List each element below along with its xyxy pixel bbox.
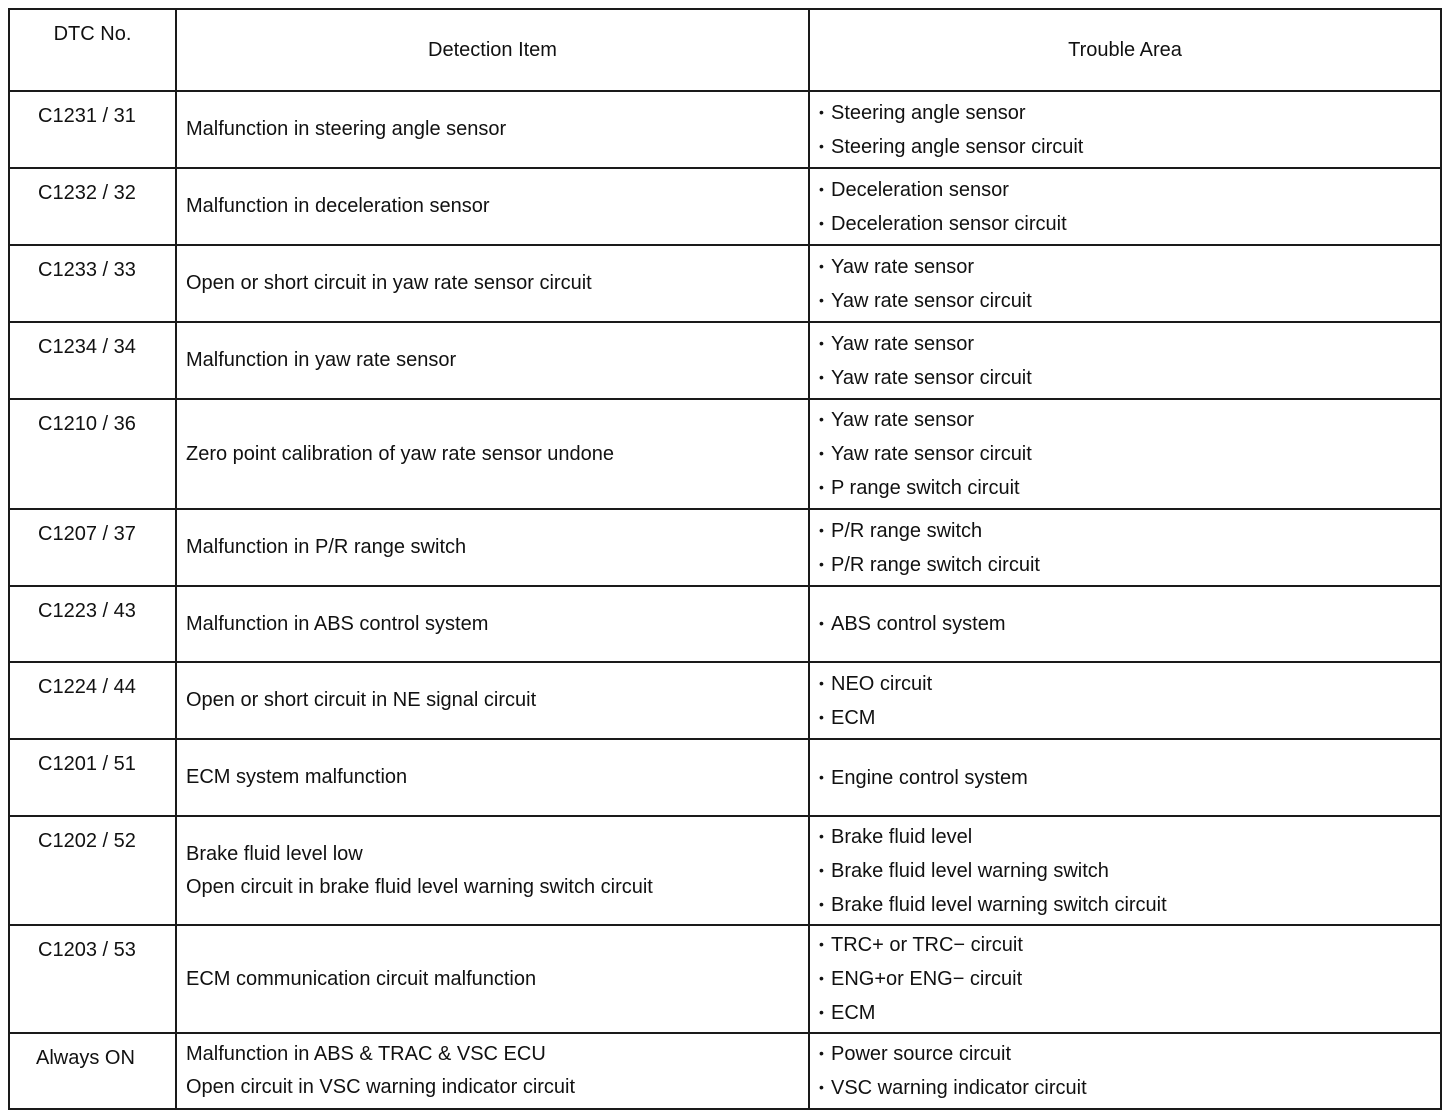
bullet-icon: • [819,368,824,385]
trouble-area-cell [809,322,1441,399]
bullet-icon: • [819,936,824,952]
detection-item-text: Open circuit in brake fluid level warning switch circuit [186,875,653,898]
trouble-area-text: Yaw rate sensor [831,409,975,431]
bullet-icon: • [819,861,824,878]
trouble-area-item [819,173,1432,207]
trouble-area-item [819,761,1432,795]
detection-item-text: Brake fluid level low [186,842,363,865]
dtc-code-cell: C1224 / 44 [9,662,176,739]
dtc-code-cell: C1201 / 51 [9,739,176,816]
trouble-area-text: Yaw rate sensor [831,255,975,278]
trouble-area-text: Deceleration sensor circuit [831,212,1067,235]
trouble-area-item [819,928,1432,962]
trouble-area-cell [809,816,1441,925]
dtc-code-cell: Always ON [9,1033,176,1109]
trouble-area-item [819,327,1432,361]
table-row [9,925,1441,1033]
trouble-area-item [819,403,1432,437]
dtc-code-cell: C1202 / 52 [9,816,176,925]
trouble-area-item [819,701,1432,735]
table-row [9,399,1441,509]
table-row [9,1033,1441,1109]
trouble-area-text: Engine control system [831,766,1028,789]
table-row [9,168,1441,245]
detection-item-cell [176,1033,809,1109]
trouble-area-item [819,667,1432,701]
trouble-area-item [819,820,1432,854]
trouble-area-item [819,548,1432,582]
trouble-area-text: P/R range switch [831,519,983,542]
dtc-code-cell: C1203 / 53 [9,925,176,1033]
bullet-icon: • [819,1079,824,1095]
detection-item-text: Malfunction in ABS control system [186,612,489,635]
bullet-icon: • [819,708,824,725]
trouble-area-text: TRC+ or TRC− circuit [831,934,1023,956]
trouble-area-cell [809,168,1441,245]
bullet-icon: • [819,555,824,572]
trouble-area-item [819,1071,1432,1105]
header-dtc-no: DTC No. [9,9,176,91]
detection-item-text: ECM communication circuit malfunction [186,967,537,990]
trouble-area-cell [809,509,1441,586]
trouble-area-text: NEO circuit [831,672,933,695]
bullet-icon: • [819,827,824,844]
bullet-icon: • [819,411,824,427]
bullet-icon: • [819,445,824,461]
trouble-area-text: Yaw rate sensor [831,332,975,355]
bullet-icon: • [819,895,824,912]
bullet-icon: • [819,615,824,631]
dtc-code-cell: C1232 / 32 [9,168,176,245]
trouble-area-cell [809,739,1441,816]
trouble-area-cell [809,925,1441,1033]
table-row [9,586,1441,662]
trouble-area-item [819,284,1432,318]
bullet-icon: • [819,291,824,308]
trouble-area-text: ECM [831,1002,876,1024]
trouble-area-item [819,1037,1432,1071]
trouble-area-cell [809,1033,1441,1109]
table-row [9,816,1441,925]
dtc-code-cell: C1210 / 36 [9,399,176,509]
trouble-area-text: Power source circuit [831,1043,1012,1065]
detection-item-cell [176,322,809,399]
dtc-table [8,8,1442,1110]
trouble-area-item [819,514,1432,548]
bullet-icon: • [819,214,824,231]
trouble-area-text: Brake fluid level warning switch [831,859,1109,882]
trouble-area-item [819,130,1432,164]
trouble-area-item [819,96,1432,130]
trouble-area-item [819,607,1432,641]
detection-item-cell [176,739,809,816]
header-trouble-area: Trouble Area [809,9,1441,91]
trouble-area-cell [809,245,1441,322]
trouble-area-cell [809,662,1441,739]
detection-item-text: Malfunction in yaw rate sensor [186,349,457,371]
bullet-icon: • [819,137,824,154]
trouble-area-text: P range switch circuit [831,477,1020,499]
header-detection-item: Detection Item [176,9,809,91]
trouble-area-item [819,437,1432,471]
bullet-icon: • [819,1004,824,1020]
trouble-area-text: VSC warning indicator circuit [831,1077,1087,1099]
detection-item-text: Malfunction in ABS & TRAC & VSC ECU [186,1043,546,1065]
detection-item-cell [176,925,809,1033]
table-row [9,245,1441,322]
bullet-icon: • [819,334,824,351]
detection-item-cell [176,509,809,586]
detection-item-cell [176,245,809,322]
bullet-icon: • [819,768,824,785]
header-row [9,9,1441,91]
trouble-area-item [819,250,1432,284]
trouble-area-text: Deceleration sensor [831,178,1009,201]
dtc-code-cell: C1207 / 37 [9,509,176,586]
bullet-icon: • [819,521,824,538]
trouble-area-text: Steering angle sensor circuit [831,135,1084,158]
bullet-icon: • [819,180,824,197]
detection-item-text: Open or short circuit in NE signal circuit [186,689,537,711]
detection-item-text: Malfunction in deceleration sensor [186,195,490,217]
trouble-area-text: Brake fluid level [831,825,973,848]
trouble-area-item [819,207,1432,241]
table-row [9,322,1441,399]
trouble-area-item [819,854,1432,888]
bullet-icon: • [819,970,824,986]
detection-item-cell [176,91,809,168]
table-row [9,91,1441,168]
detection-item-text: Zero point calibration of yaw rate sensor undone [186,442,615,465]
trouble-area-text: Brake fluid level warning switch circuit [831,893,1167,916]
bullet-icon: • [819,479,824,495]
detection-item-cell [176,168,809,245]
table-row [9,662,1441,739]
detection-item-cell [176,586,809,662]
trouble-area-text: ABS control system [831,613,1006,635]
trouble-area-text: P/R range switch circuit [831,553,1040,576]
table-row [9,739,1441,816]
trouble-area-text: Yaw rate sensor circuit [831,366,1032,389]
dtc-code-cell: C1231 / 31 [9,91,176,168]
trouble-area-item [819,962,1432,996]
bullet-icon: • [819,674,824,691]
trouble-area-item [819,361,1432,395]
bullet-icon: • [819,1045,824,1061]
trouble-area-text: ECM [831,706,876,729]
detection-item-text: Open circuit in VSC warning indicator circuit [186,1076,576,1098]
detection-item-text: ECM system malfunction [186,766,408,788]
trouble-area-cell [809,91,1441,168]
table-row [9,509,1441,586]
trouble-area-item [819,888,1432,922]
trouble-area-item [819,471,1432,505]
bullet-icon: • [819,103,824,120]
detection-item-text: Malfunction in P/R range switch [186,536,467,558]
trouble-area-text: ENG+or ENG− circuit [831,968,1023,990]
trouble-area-text: Yaw rate sensor circuit [831,289,1032,312]
detection-item-text: Malfunction in steering angle sensor [186,118,507,140]
dtc-code-cell: C1223 / 43 [9,586,176,662]
detection-item-cell [176,399,809,509]
detection-item-text: Open or short circuit in yaw rate sensor circuit [186,272,592,294]
trouble-area-cell [809,586,1441,662]
dtc-code-cell: C1233 / 33 [9,245,176,322]
dtc-code-cell: C1234 / 34 [9,322,176,399]
trouble-area-text: Steering angle sensor [831,101,1026,124]
bullet-icon: • [819,257,824,274]
detection-item-cell [176,662,809,739]
trouble-area-text: Yaw rate sensor circuit [831,443,1032,465]
trouble-area-cell [809,399,1441,509]
detection-item-cell [176,816,809,925]
trouble-area-item [819,996,1432,1030]
